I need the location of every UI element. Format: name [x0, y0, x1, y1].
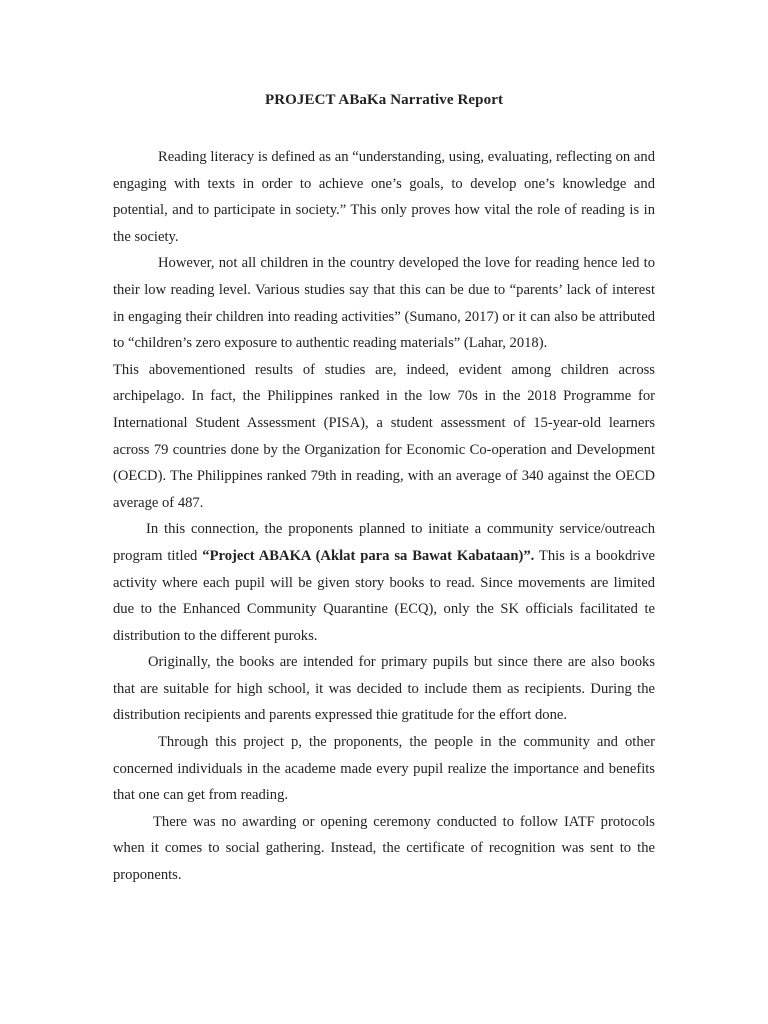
page-title: PROJECT ABaKa Narrative Report — [264, 92, 504, 108]
paragraph-project-abaka-rest: This is a bookdrive activity where each pupil will be given story books to read. Since movements are limited due to the Enhanced Community Quarantine (ECQ), only the SK officials facilitated te distribution to the different puroks. — [113, 547, 655, 644]
paragraph-project-abaka — [113, 516, 655, 649]
paragraph-recipients: Originally, the books are intended for primary pupils but since there are also books that are suitable for high school, it was decided to include them as recipients. During the distribution recipients and parents expressed thie gratitude for the effort done. — [113, 654, 655, 724]
document-body — [113, 144, 655, 889]
paragraph-reading-literacy: Reading literacy is defined as an “understanding, using, evaluating, reflecting on and engaging with texts in order to achieve one’s goals, to develop one’s knowledge and potential, and to participate in society.” This only proves how vital the role of reading is in the society. — [113, 149, 655, 245]
project-name: “Project ABAKA (Aklat para sa Bawat Kabataan)”. — [202, 547, 535, 564]
paragraph-low-reading-level: However, not all children in the country developed the love for reading hence led to their low reading level. Various studies say that this can be due to “parents’ lack of interest in engaging their children into reading activities” (Sumano, 2017) or it can also be attributed to “children’s zero exposure to authentic reading materials” (Lahar, 2018). — [113, 255, 655, 352]
paragraph-pisa-results: This abovementioned results of studies are, indeed, evident among children across archipelago. In fact, the Philippines ranked in the low 70s in the 2018 Programme for International Student Assessment (PISA), a student assessment of 15-year-old learners across 79 countries done by the Organization for Economic Co-operation and Development (OECD). The Philippines ranked 79th in reading, with an average of 340 against the OECD average of 487. — [113, 361, 655, 511]
paragraph-project-impact: Through this project p, the proponents, the people in the community and other concerned individuals in the academe made every pupil realize the importance and benefits that one can get from reading. — [113, 734, 655, 804]
paragraph-project-abaka-lead: In this connection, the proponents planned to initiate a community service/outreach program titled — [113, 521, 655, 564]
paragraph-iatf-protocols: There was no awarding or opening ceremony conducted to follow IATF protocols when it comes to social gathering. Instead, the certificate of recognition was sent to the proponents. — [113, 813, 655, 884]
